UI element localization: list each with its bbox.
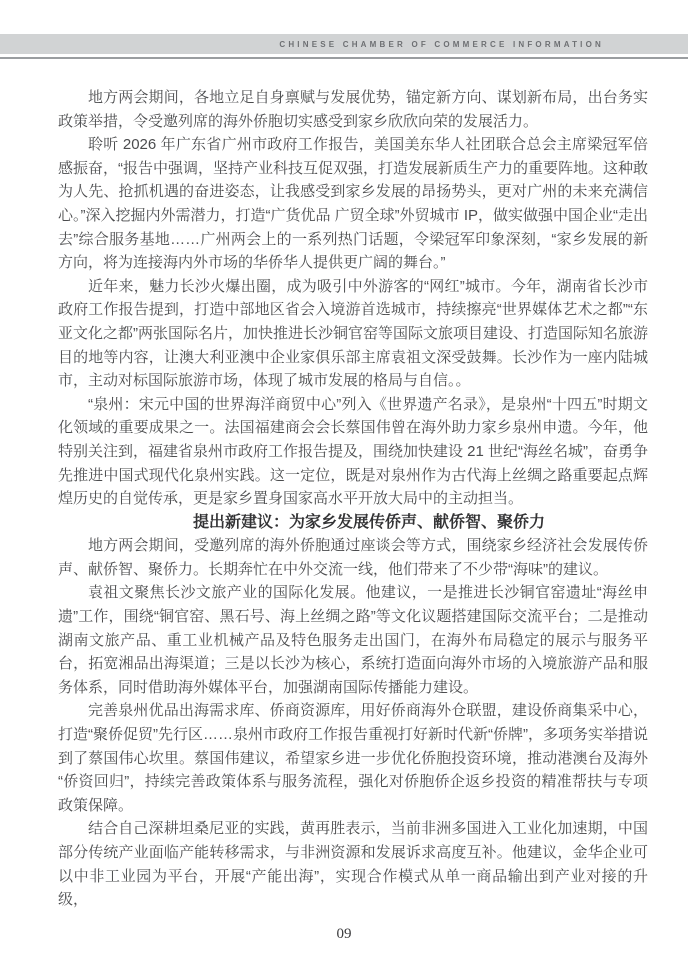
article-body xyxy=(58,86,648,912)
paragraph-huangzaisheng-suggestions: 结合自己深耕坦桑尼亚的实践，黄再胜表示，当前非洲多国进入工业化加速期，中国部分传统产业面临产能转移需求，与非洲资源和发展诉求高度互补。他建议，金华企业可以中非工业园为平台，开展“产能出海”，实现合作模式从单一商品输出到产业对接的升级， xyxy=(58,820,648,909)
paragraph-guangzhou-report: 聆听 2026 年广东省广州市政府工作报告，美国美东华人社团联合总会主席梁冠军倍感振奋，“报告中强调，坚持产业科技互促双强，打造发展新质生产力的重要阵地。这种敢为人先、抢抓机遇的奋进姿态，让我感受到家乡发展的昂扬势头，更对广州的未来充满信心。”深入挖掘内外需潜力，打造“广货优品 广贸全球”外贸城市 IP，做实做强中国企业“走出去”综合服务基地……广州两会上的一系列热门话题，令梁冠军印象深刻，“家乡发展的新方向，将为连接海内外市场的华侨华人提供更广阔的舞台。” xyxy=(58,136,648,272)
paragraph-changsha-tourism: 近年来，魅力长沙火爆出圈，成为吸引中外游客的“网红”城市。今年，湖南省长沙市政府工作报告提到，打造中部地区省会入境游首选城市，持续擦亮“世界媒体艺术之都”“东亚文化之都”两张国际名片，加快推进长沙铜官窑等国际文旅项目建设、打造国际知名旅游目的地等内容，让澳大利亚澳中企业家俱乐部主席袁祖文深受鼓舞。长沙作为一座内陆城市，主动对标国际旅游市场，体现了城市发展的格局与自信。。 xyxy=(58,277,648,390)
header-banner-text: CHINESE CHAMBER OF COMMERCE INFORMATION xyxy=(279,40,604,49)
paragraph-local-two-sessions-intro: 地方两会期间，各地立足自身禀赋与发展优势，锚定新方向、谋划新布局，出台务实政策举措，令受邀列席的海外侨胞切实感受到家乡欣欣向荣的发展活力。 xyxy=(58,89,648,130)
header-rule xyxy=(0,57,688,59)
paragraph-suggestions-intro: 地方两会期间，受邀列席的海外侨胞通过座谈会等方式，围绕家乡经济社会发展传侨声、献侨智、聚侨力。长期奔忙在中外交流一线，他们带来了不少带“海味”的建议。 xyxy=(58,537,648,578)
paragraph-caiguowei-suggestions: 完善泉州优品出海需求库、侨商资源库，用好侨商海外仓联盟，建设侨商集采中心，打造“聚侨促贸”先行区……泉州市政府工作报告重视打好新时代新“侨牌”，多项务实举措说到了蔡国伟心坎里。蔡国伟建议，希望家乡进一步优化侨胞投资环境，推动港澳台及海外“侨资回归”，持续完善政策体系与服务流程，强化对侨胞侨企返乡投资的精准帮扶与专项政策保障。 xyxy=(58,702,648,814)
header-band xyxy=(0,34,688,54)
paragraph-yuanzuwen-suggestions: 袁祖文聚焦长沙文旅产业的国际化发展。他建议，一是推进长沙铜官窑遗址“海丝申遗”工作，围绕“铜官窑、黑石号、海上丝绸之路”等文化议题搭建国际交流平台；二是推动湖南文旅产品、重工业机械产品及特色服务走出国门，在海外布局稳定的展示与服务平台，拓宽湘品出海渠道；三是以长沙为核心，系统打造面向海外市场的入境旅游产品和服务体系，同时借助海外媒体平台，加强湖南国际传播能力建设。 xyxy=(58,584,648,696)
paragraph-quanzhou-heritage: “泉州：宋元中国的世界海洋商贸中心”列入《世界遗产名录》，是泉州“十四五”时期文化领域的重要成果之一。法国福建商会会长蔡国伟曾在海外助力家乡泉州申遗。今年，他特别关注到，福建省泉州市政府工作报告提及，围绕加快建设 21 世纪“海丝名城”，奋勇争先推进中国式现代化泉州实践。这一定位，既是对泉州作为古代海上丝绸之路重要起点辉煌历史的自觉传承，更是家乡置身国家高水平开放大局中的主动担当。 xyxy=(58,395,649,508)
section-heading: 提出新建议：为家乡发展传侨声、献侨智、聚侨力 xyxy=(192,513,545,531)
page-number: 09 xyxy=(336,926,352,942)
